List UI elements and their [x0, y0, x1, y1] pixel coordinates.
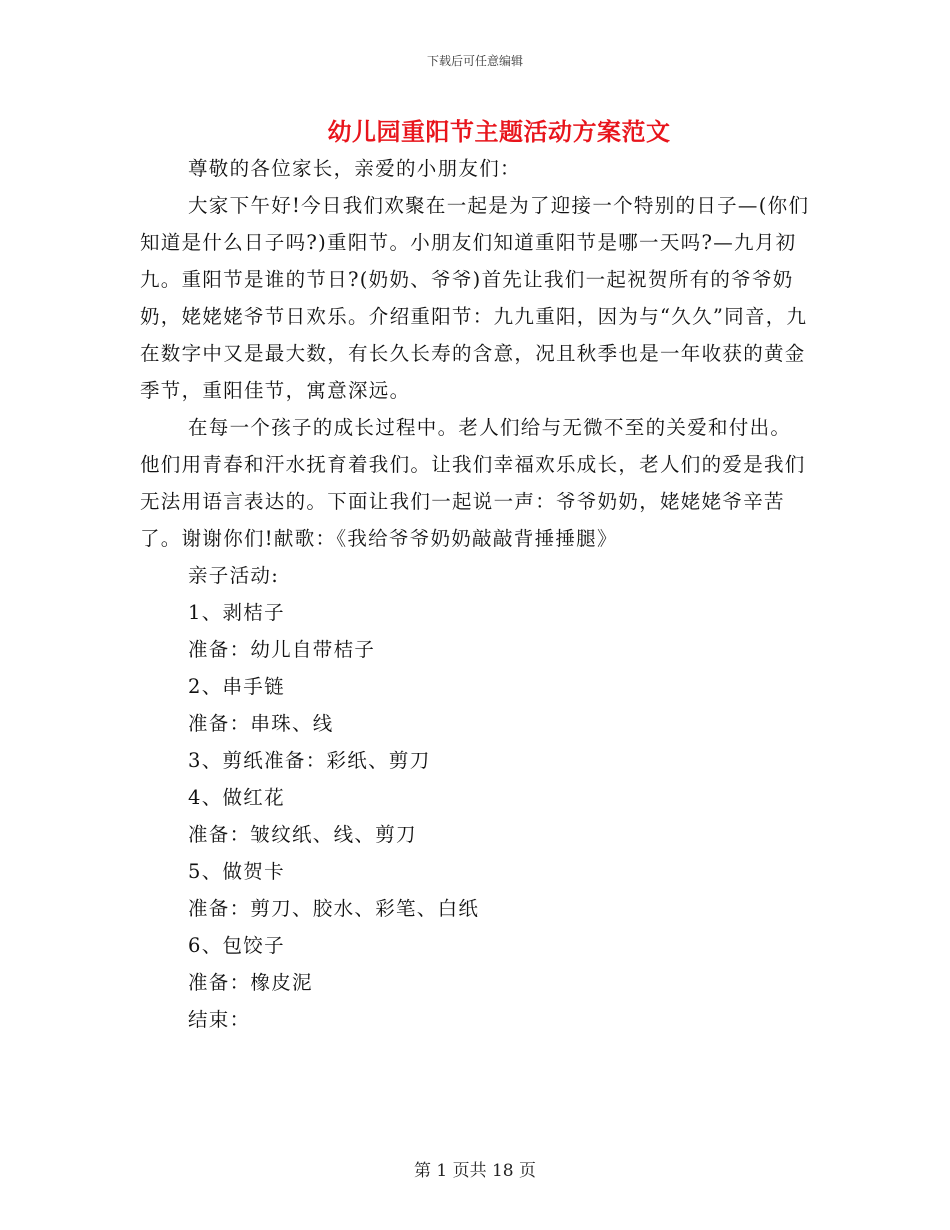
list-item: 2、串手链	[188, 675, 285, 698]
greeting-line: 尊敬的各位家长，亲爱的小朋友们：	[188, 157, 521, 180]
page-header-note: 下载后可任意编辑	[426, 54, 523, 68]
page-number-footer: 第 1 页共 18 页	[413, 1161, 537, 1181]
paragraph-intro: 大家下午好!今日我们欢聚在一起是为了迎接一个特别的日子—(你们知道是什么日子吗?)重阳节。小朋友们知道重阳节是哪一天吗?—九月初九。重阳节是谁的节日?(奶奶、爷爷)首先让我们一起祝贺所有的爷爷奶奶，姥姥姥爷节日欢乐。介绍重阳节：九九重阳，因为与“久久”同音，九在数字中又是最大数，有长久长寿的含意，况且秋季也是一年收获的黄金季节，重阳佳节，寓意深远。	[140, 194, 810, 402]
paragraph-gratitude: 在每一个孩子的成长过程中。老人们给与无微不至的关爱和付出。他们用青春和汗水抚育着我们。让我们幸福欢乐成长，老人们的爱是我们无法用语言表达的。下面让我们一起说一声：爷爷奶奶，姥姥姥爷辛苦了。谢谢你们!献歌：《我给爷爷奶奶敲敲背捶捶腿》	[140, 416, 806, 550]
list-item: 3、剪纸准备：彩纸、剪刀	[188, 749, 431, 772]
list-item: 准备：幼儿自带桔子	[188, 638, 376, 661]
list-item: 4、做红花	[188, 786, 285, 809]
list-item: 准备：皱纹纸、线、剪刀	[188, 823, 417, 846]
list-item: 5、做贺卡	[188, 860, 285, 883]
list-item: 结束：	[188, 1008, 251, 1031]
activities-heading: 亲子活动:	[188, 564, 280, 587]
list-item: 6、包饺子	[188, 934, 285, 957]
list-item: 准备：串珠、线	[188, 712, 334, 735]
list-item: 准备：剪刀、胶水、彩笔、白纸	[188, 897, 480, 920]
document-body	[140, 150, 810, 1038]
list-item: 准备：橡皮泥	[188, 971, 313, 994]
list-item: 1、剥桔子	[188, 601, 285, 624]
document-title: 幼儿园重阳节主题活动方案范文	[327, 117, 671, 146]
